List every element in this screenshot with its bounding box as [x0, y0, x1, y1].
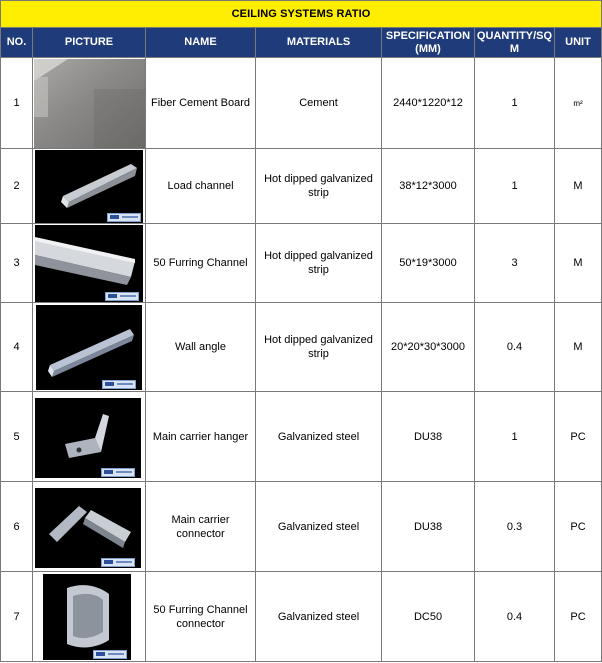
row-unit: PC [555, 572, 602, 662]
row-material: Galvanized steel [256, 392, 382, 482]
row-name: Main carrier connector [146, 482, 256, 572]
furring-channel-connector-photo [43, 574, 131, 660]
row-unit: PC [555, 392, 602, 482]
row-unit: M [555, 303, 602, 392]
header-unit: UNIT [555, 28, 602, 58]
row-material: Hot dipped galvanized strip [256, 149, 382, 224]
wall-angle-photo [36, 305, 142, 390]
row-unit: M [555, 224, 602, 303]
row-qty: 0.3 [475, 482, 555, 572]
picture-cell [33, 58, 146, 149]
row-material: Hot dipped galvanized strip [256, 224, 382, 303]
picture-cell [33, 149, 146, 224]
header-picture: PICTURE [33, 28, 146, 58]
row-name: Wall angle [146, 303, 256, 392]
row-qty: 1 [475, 149, 555, 224]
picture-cell [33, 224, 146, 303]
table-row [1, 224, 602, 303]
table-row [1, 482, 602, 572]
picture-cell [33, 482, 146, 572]
brand-label-icon [93, 650, 127, 659]
brand-label-icon [105, 292, 139, 301]
brand-label-icon [107, 213, 141, 222]
row-unit: PC [555, 482, 602, 572]
row-qty: 3 [475, 224, 555, 303]
furring-channel-photo [35, 225, 143, 302]
brand-label-icon [101, 468, 135, 477]
row-material: Hot dipped galvanized strip [256, 303, 382, 392]
picture-cell [33, 303, 146, 392]
row-no: 6 [1, 482, 33, 572]
row-name: 50 Furring Channel [146, 224, 256, 303]
row-qty: 1 [475, 58, 555, 149]
row-material: Cement [256, 58, 382, 149]
row-unit: m² [555, 58, 602, 149]
row-no: 4 [1, 303, 33, 392]
header-row [1, 28, 602, 58]
row-no: 5 [1, 392, 33, 482]
row-name: Fiber Cement Board [146, 58, 256, 149]
row-spec: 50*19*3000 [382, 224, 475, 303]
header-quantity: QUANTITY/SQ M [475, 28, 555, 58]
row-name: Main carrier hanger [146, 392, 256, 482]
row-spec: DU38 [382, 482, 475, 572]
row-name: 50 Furring Channel connector [146, 572, 256, 662]
header-specification: SPECIFICATION (MM) [382, 28, 475, 58]
brand-label-icon [102, 380, 136, 389]
row-spec: 2440*1220*12 [382, 58, 475, 149]
table-title: CEILING SYSTEMS RATIO [1, 1, 602, 28]
picture-cell [33, 572, 146, 662]
header-name: NAME [146, 28, 256, 58]
row-material: Galvanized steel [256, 482, 382, 572]
row-material: Galvanized steel [256, 572, 382, 662]
row-spec: DC50 [382, 572, 475, 662]
table-row [1, 572, 602, 662]
row-no: 1 [1, 58, 33, 149]
main-carrier-hanger-photo [35, 398, 141, 478]
table-row [1, 303, 602, 392]
picture-cell [33, 392, 146, 482]
table-row [1, 392, 602, 482]
load-channel-photo [35, 150, 143, 223]
row-qty: 1 [475, 392, 555, 482]
row-spec: 38*12*3000 [382, 149, 475, 224]
main-carrier-connector-photo [35, 488, 141, 568]
row-qty: 0.4 [475, 572, 555, 662]
row-no: 2 [1, 149, 33, 224]
row-qty: 0.4 [475, 303, 555, 392]
row-unit: M [555, 149, 602, 224]
header-no: NO. [1, 28, 33, 58]
row-name: Load channel [146, 149, 256, 224]
table-row [1, 58, 602, 149]
fiber-cement-board-photo [34, 59, 145, 148]
table-row [1, 149, 602, 224]
row-spec: 20*20*30*3000 [382, 303, 475, 392]
brand-label-icon [101, 558, 135, 567]
row-no: 7 [1, 572, 33, 662]
header-materials: MATERIALS [256, 28, 382, 58]
title-row [1, 1, 602, 28]
row-no: 3 [1, 224, 33, 303]
row-spec: DU38 [382, 392, 475, 482]
